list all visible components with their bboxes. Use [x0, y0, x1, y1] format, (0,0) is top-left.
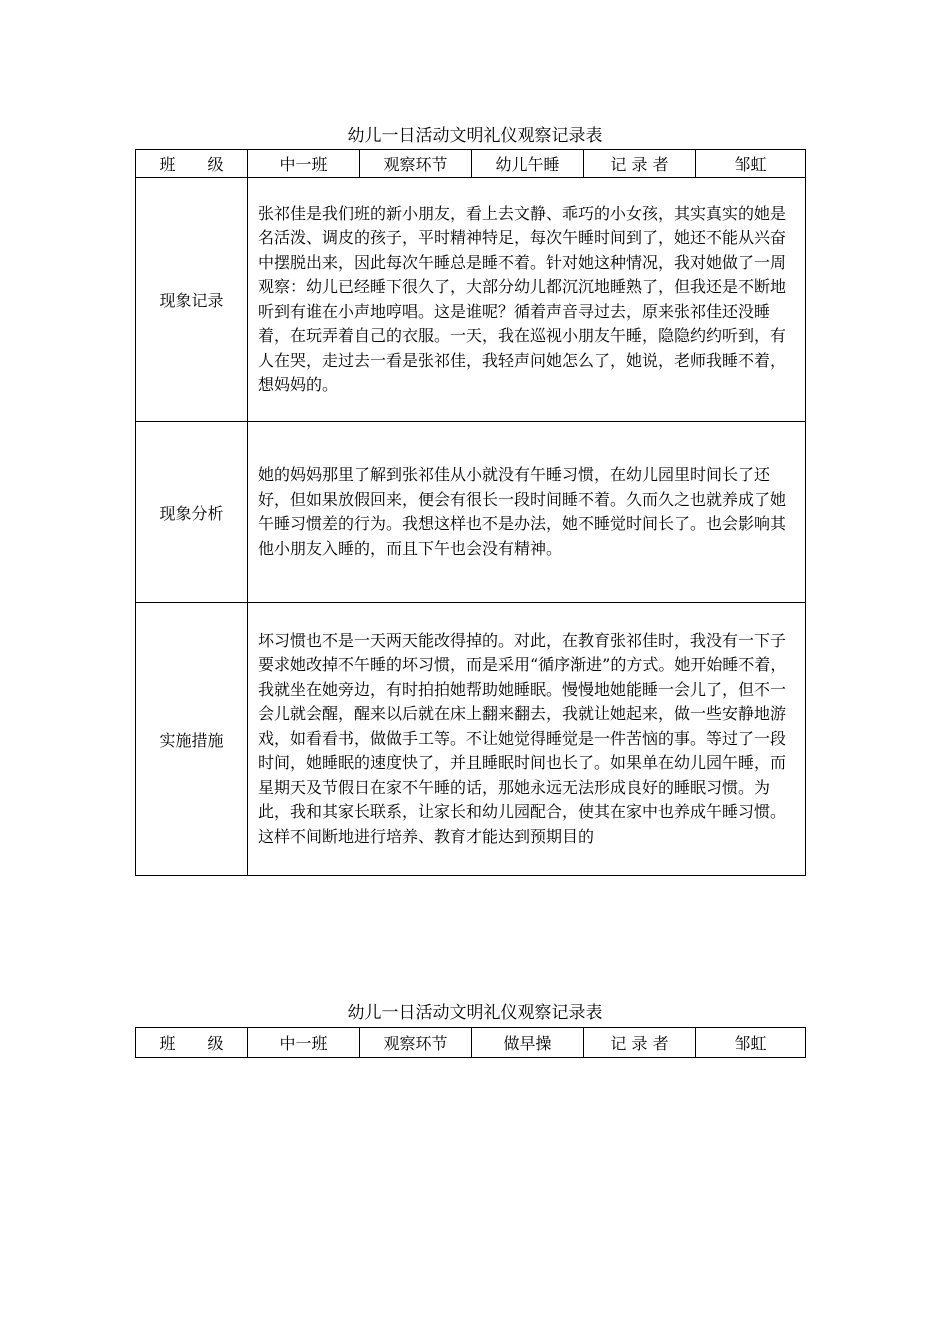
table-row	[136, 422, 806, 603]
row-label: 现象记录	[136, 178, 248, 422]
stage-value: 做早操	[472, 1028, 584, 1058]
recorder-label: 记 录 者	[584, 150, 696, 178]
stage-label: 观察环节	[360, 1028, 472, 1058]
recorder-value: 邹虹	[696, 150, 806, 178]
recorder-value: 邹虹	[696, 1028, 806, 1058]
row-content: 坏习惯也不是一天两天能改得掉的。对此，在教育张祁佳时，我没有一下子要求她改掉不午睡的坏习惯，而是采用“循序渐进”的方式。她开始睡不着，我就坐在她旁边，有时拍拍她帮助她睡眠。慢慢地她能睡一会儿了，但不一会儿就会醒，醒来以后就在床上翻来翻去，我就让她起来，做一些安静地游戏，如看看书，做做手工等。不让她觉得睡觉是一件苦恼的事。等过了一段时间，她睡眠的速度快了，并且睡眠时间也长了。如果单在幼儿园午睡，而星期天及节假日在家不午睡的话，那她永远无法形成良好的睡眠习惯。为此，我和其家长联系，让家长和幼儿园配合，使其在家中也养成午睡习惯。这样不间断地进行培养、教育才能达到预期目的	[248, 603, 806, 876]
observation-table	[135, 1027, 806, 1058]
row-content: 她的妈妈那里了解到张祁佳从小就没有午睡习惯，在幼儿园里时间长了还好，但如果放假回来，便会有很长一段时间睡不着。久而久之也就养成了她午睡习惯差的行为。我想这样也不是办法，她不睡觉时间长了。也会影响其他小朋友入睡的，而且下午也会没有精神。	[248, 422, 806, 603]
header-row	[136, 1028, 806, 1058]
class-value: 中一班	[248, 1028, 360, 1058]
stage-value: 幼儿午睡	[472, 150, 584, 178]
table-row	[136, 178, 806, 422]
recorder-label: 记 录 者	[584, 1028, 696, 1058]
table-title: 幼儿一日活动文明礼仪观察记录表	[347, 126, 603, 146]
row-label: 现象分析	[136, 422, 248, 603]
class-label: 班 级	[136, 1028, 248, 1058]
stage-label: 观察环节	[360, 150, 472, 178]
header-row	[136, 150, 806, 178]
table-title: 幼儿一日活动文明礼仪观察记录表	[347, 1003, 603, 1023]
row-label: 实施措施	[136, 603, 248, 876]
class-label: 班 级	[136, 150, 248, 178]
table-row	[136, 603, 806, 876]
row-content: 张祁佳是我们班的新小朋友，看上去文静、乖巧的小女孩，其实真实的她是名活泼、调皮的孩子，平时精神特足，每次午睡时间到了，她还不能从兴奋中摆脱出来，因此每次午睡总是睡不着。针对她这种情况，我对她做了一周观察：幼儿已经睡下很久了，大部分幼儿都沉沉地睡熟了，但我还是不断地听到有谁在小声地哼唱。这是谁呢？循着声音寻过去，原来张祁佳还没睡着，在玩弄着自己的衣服。一天，我在巡视小朋友午睡，隐隐约约听到，有人在哭，走过去一看是张祁佳，我轻声问她怎么了，她说，老师我睡不着，想妈妈的。	[248, 178, 806, 422]
observation-table	[135, 149, 806, 876]
class-value: 中一班	[248, 150, 360, 178]
